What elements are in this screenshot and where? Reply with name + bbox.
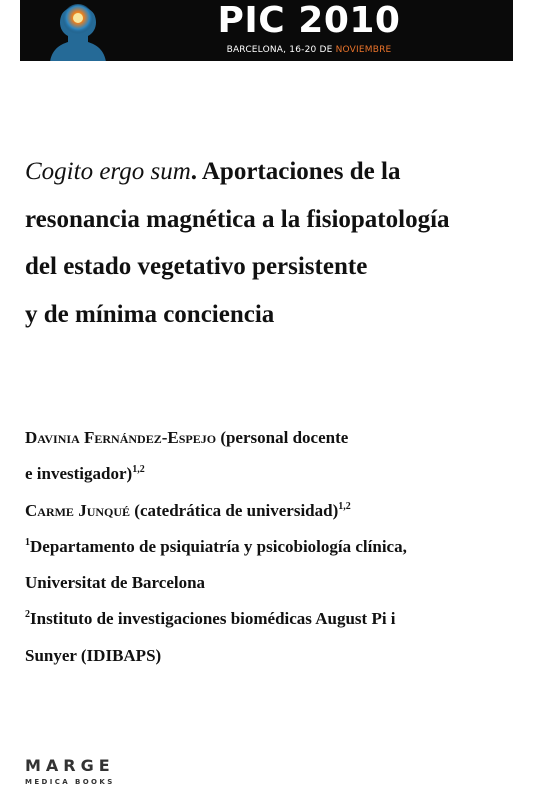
title-line-3: del estado vegetativo persistente — [25, 253, 368, 280]
article-title — [25, 148, 535, 338]
conference-banner — [20, 0, 513, 61]
affiliation-2-line-2: Sunyer (IDIBAPS) — [25, 645, 162, 665]
conference-month: NOVIEMBRE — [335, 45, 392, 55]
head-brain-illustration — [42, 2, 112, 61]
title-line-4: y de mínima conciencia — [25, 300, 275, 328]
affiliation-2-line-1 — [25, 601, 535, 637]
affiliation-1-line-1 — [25, 529, 535, 565]
author-1-name: Davinia Fernández-Espejo — [25, 428, 217, 447]
title-line-1 — [25, 148, 535, 196]
author-2-role: (catedrática de universidad) — [134, 500, 339, 520]
conference-title: PIC 2010 — [217, 0, 401, 41]
author-1-line-2 — [25, 456, 535, 492]
author-2-line — [25, 493, 535, 529]
authors-block — [25, 420, 535, 674]
title-line-1-rest: . Aportaciones de la — [190, 158, 401, 185]
conference-date-location — [178, 44, 440, 56]
author-1-line-1 — [25, 420, 535, 456]
publisher-logo-name: MARGE — [25, 756, 115, 775]
affiliation-1-a: Departamento de psiquiatría y psicobiología clínica, — [30, 536, 407, 556]
affiliation-2-marker: 2 — [25, 609, 30, 621]
author-2-affiliation-marker: 1,2 — [338, 500, 351, 512]
affiliation-2-a: Instituto de investigaciones biomédicas August Pi i — [30, 609, 396, 629]
title-latin-phrase: Cogito ergo sum — [25, 158, 191, 185]
affiliation-1-line-2: Universitat de Barcelona — [25, 573, 206, 593]
publisher-logo-sub: MEDICA BOOKS — [25, 778, 115, 786]
author-2-name: Carme Junqué — [25, 500, 131, 520]
author-1-affiliation-marker: 1,2 — [132, 464, 145, 476]
conference-date-prefix: BARCELONA, 16-20 DE — [226, 45, 336, 55]
author-1-role-a: (personal docente — [220, 428, 349, 447]
author-1-role-b: e investigador) — [25, 464, 133, 484]
affiliation-1-marker: 1 — [25, 536, 30, 548]
publisher-logo — [25, 757, 125, 787]
title-line-2: resonancia magnética a la fisiopatología — [25, 205, 450, 233]
